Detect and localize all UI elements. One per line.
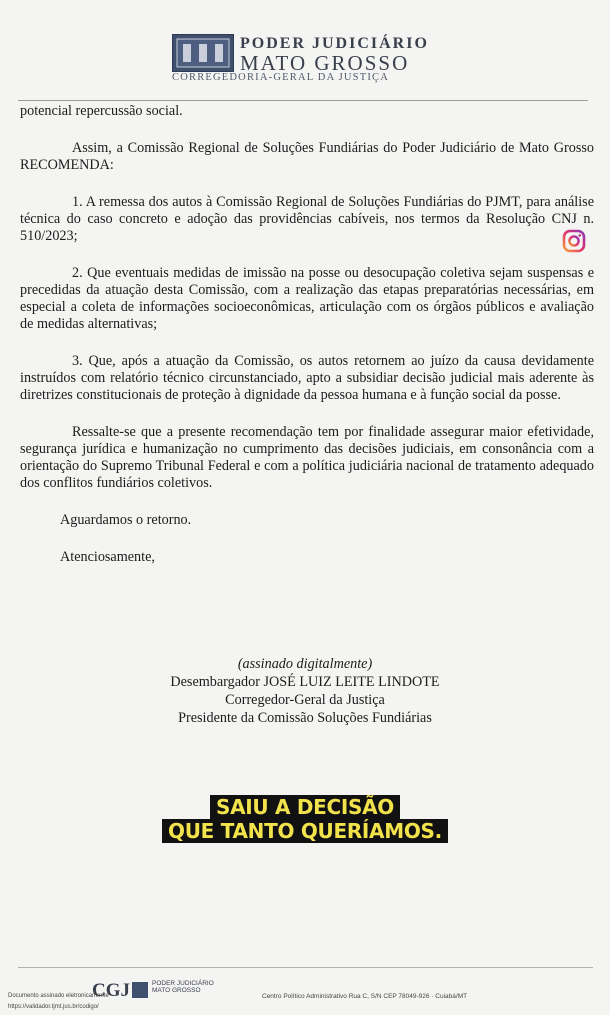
paragraph-7: Atenciosamente, — [60, 549, 155, 565]
footer-cgj: CGJ — [92, 980, 130, 1001]
instagram-icon[interactable] — [561, 228, 587, 254]
caption-line-1: SAIU A DECISÃO — [210, 795, 400, 819]
caption-line-2: QUE TANTO QUERÍAMOS. — [162, 819, 448, 843]
footer-divider — [18, 967, 593, 968]
footer-logo — [92, 980, 232, 1006]
paragraph-1: Assim, a Comissão Regional de Soluções Fundiárias do Poder Judiciário de Mato Grosso RECOMENDA: — [20, 140, 594, 173]
document-body — [20, 103, 594, 566]
paragraph-6: Aguardamos o retorno. — [60, 512, 192, 528]
letterhead-line2: MATO GROSSO — [240, 51, 410, 75]
footer-mini-text — [152, 980, 214, 994]
footer-signature-notice: Documento assinado eletronicamente — [8, 993, 109, 999]
paragraph-5: Ressalte-se que a presente recomendação tem por finalidade assegurar maior efetividade, segurança jurídica e humanização no cumprimento das decisões judiciais, em consonância com a orientação do Supremo Tribunal Federal e com a política judiciária nacional de tratamento adequado dos conflitos fundiários coletivos. — [20, 424, 594, 491]
signer-role-1: Corregedor-Geral da Justiça — [225, 692, 385, 708]
signature-block — [0, 655, 610, 727]
signer-name: Desembargador JOSÉ LUIZ LEITE LINDOTE — [170, 674, 440, 690]
paragraph-3: 2. Que eventuais medidas de imissão na posse ou desocupação coletiva sejam suspensas e precedidas da atuação desta Comissão, com a realização das etapas preparatórias necessárias, em especial a coleta de informações socioeconômicas, articulação com os órgãos públicos e avaliação de medidas alternativas; — [20, 265, 594, 332]
letterhead-line3: CORREGEDORIA-GERAL DA JUSTIÇA — [172, 72, 389, 83]
header-divider — [18, 100, 588, 101]
footer-validation-url[interactable]: https://validador.tjmt.jus.br/codigo/ — [8, 1004, 99, 1010]
footer-address: Centro Político Administrativo Rua C, S/N CEP 78049-926 · Cuiabá/MT — [262, 993, 468, 1000]
footer-mini-line1: PODER JUDICIÁRIO — [152, 980, 214, 987]
footer-seal-icon — [132, 982, 148, 998]
footer-mini-line2: MATO GROSSO — [152, 987, 201, 994]
letterhead-line1: PODER JUDICIÁRIO — [240, 35, 429, 52]
video-caption-overlay — [0, 795, 610, 843]
paragraph-2: 1. A remessa dos autos à Comissão Regional de Soluções Fundiárias do PJMT, para análise técnica do caso concreto e adoção das providências cabíveis, nos termos da Resolução CNJ n. 510/2023; — [20, 194, 594, 244]
paragraph-0: potencial repercussão social. — [20, 103, 183, 119]
paragraph-4: 3. Que, após a atuação da Comissão, os autos retornem ao juízo da causa devidamente instruídos com relatório técnico circunstanciado, apto a subsidiar decisão judicial mais aderente às diretrizes constitucionais de proteção à dignidade da pessoa humana e à função social da posse. — [20, 353, 594, 403]
signer-role-2: Presidente da Comissão Soluções Fundiárias — [178, 710, 432, 726]
signature-note: (assinado digitalmente) — [237, 656, 373, 672]
letterhead — [168, 30, 458, 85]
court-seal-icon — [172, 34, 234, 72]
